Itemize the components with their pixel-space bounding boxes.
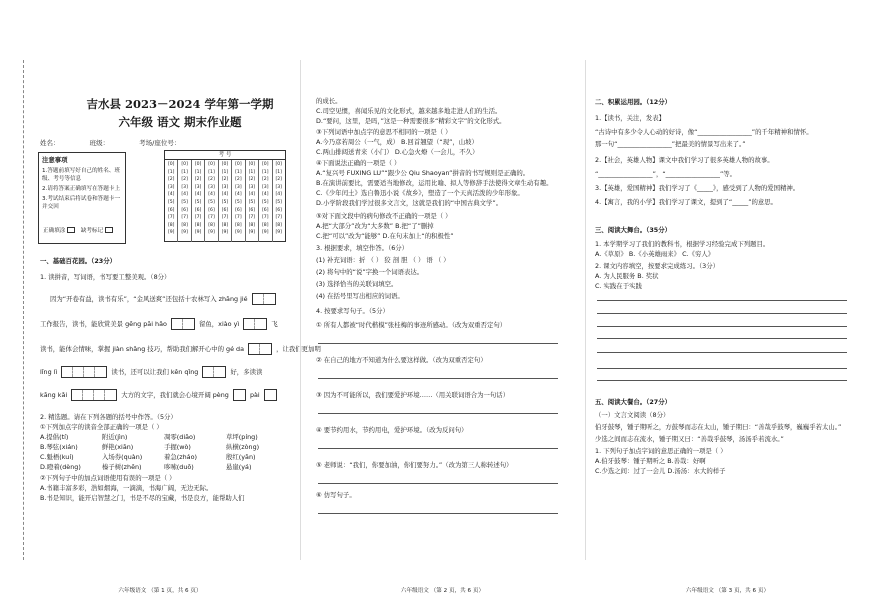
id-digit-bubble[interactable]: [7] (221, 215, 229, 221)
id-digit-bubble[interactable]: [6] (275, 207, 282, 213)
id-digit-bubble[interactable]: [2] (167, 177, 175, 183)
id-digit-column[interactable] (273, 160, 285, 242)
exam-title-line1: 吉水县 2023－2024 学年第一学期 (86, 97, 274, 111)
question-2b: ②下列句子中的加点词语使用有误的一项是（ ） (40, 474, 176, 482)
id-digit-bubble[interactable]: [6] (221, 207, 229, 213)
id-digit-bubble[interactable]: [3] (221, 184, 229, 190)
id-digit-bubble[interactable]: [8] (208, 222, 215, 228)
question-line: C.《少年闰土》选自鲁迅小说《故乡》，塑造了一个天真活泼的少年形象。 (316, 189, 524, 197)
answer-grid[interactable] (264, 389, 277, 401)
question-line: 少选之间而志在流水，锺子期又曰：“善哉乎鼓琴，汤汤乎若流水。” (595, 435, 784, 443)
pinyin-line-3: 读书，能体会情味，掌握 jiàn shǎng 技巧，帮助我们解开心中的 gé da ，让我们更加明 (40, 345, 321, 353)
id-digit-bubble[interactable]: [5] (262, 199, 269, 205)
id-digit-bubble[interactable]: [1] (167, 169, 175, 175)
id-digit-bubble[interactable]: [4] (181, 192, 188, 198)
answer-line[interactable] (318, 448, 558, 449)
id-digit-bubble[interactable]: [3] (248, 184, 256, 190)
id-digit-bubble[interactable]: [7] (275, 215, 282, 221)
option-a[interactable]: A.书籍丰富多彩，浩如烟海，一滴滴，书海广阔，无边无际。 (40, 484, 213, 492)
id-digit-bubble[interactable]: [3] (208, 184, 215, 190)
question-line: ⑥ 仿写句子。 (316, 491, 356, 499)
answer-line[interactable] (318, 513, 558, 514)
answer-line[interactable] (597, 326, 847, 327)
id-digit-bubble[interactable]: [1] (221, 169, 229, 175)
id-digit-bubble[interactable]: [9] (221, 230, 229, 236)
id-digit-bubble[interactable]: [8] (235, 222, 242, 228)
id-digit-bubble[interactable]: [3] (262, 184, 269, 190)
exam-page-3 (585, 0, 870, 615)
id-digit-bubble[interactable]: [7] (181, 215, 188, 221)
page-footer: 六年级语文 （第 3 页，共 6 页） (685, 587, 770, 594)
id-digit-column[interactable] (219, 160, 232, 242)
question-line: A.《草原》 B.《小英雄雨来》 C.《穷人》 (595, 250, 715, 258)
id-digit-bubble[interactable]: [5] (235, 199, 242, 205)
id-digit-column[interactable] (246, 160, 259, 242)
question-line: 3. 根据要求，填空作答。（6分） (316, 244, 409, 252)
id-digit-column[interactable] (192, 160, 205, 242)
section-1-heading: 一、基础百花园。（23分） (40, 257, 116, 265)
id-digit-bubble[interactable]: [0] (208, 162, 215, 167)
id-digit-bubble[interactable]: [5] (194, 199, 202, 205)
id-digit-bubble[interactable]: [3] (181, 184, 188, 190)
id-digit-column[interactable] (178, 160, 191, 242)
id-digit-bubble[interactable]: [1] (262, 169, 269, 175)
question-line: A.伯牙鼓琴：锺子期听之 B.善哉：好啊 (595, 457, 706, 465)
question-line: D.小学阶段我们学过很多文言文，这就是我们的“中国古典文学”。 (316, 199, 503, 207)
pinyin-line-1: 因为“开卷有益，读书有乐”，“金风送爽”还包括十农林写入 zhāng jié (50, 293, 278, 305)
id-digit-bubble[interactable]: [2] (248, 177, 256, 183)
id-digit-bubble[interactable]: [6] (167, 207, 175, 213)
question-line: 1.【读书，关注，发表】 (595, 114, 666, 122)
id-digit-bubble[interactable]: [3] (275, 184, 282, 190)
id-digit-bubble[interactable]: [9] (235, 230, 242, 236)
question-line: B.在演讲前要比，需要适当地修改，运用比喻、拟人等修辞手法使得文章生动有趣。 (316, 179, 553, 187)
question-line: (4) 在括号里写出相应的词语。 (316, 292, 404, 300)
question-line: (1) 补充词语：折 （ ） 狡 剖 胆 （ ） 语 （ ） (316, 256, 450, 264)
option-row[interactable]: B.琴弦(xián) 鲜艳(xiān) 手握(wò) 纵横(zòng) (40, 443, 260, 451)
seat-field[interactable]: 考场/座位号： (139, 139, 181, 147)
answer-grid[interactable] (71, 389, 117, 401)
question-line: 三、阅读大舞台。（35分） (595, 226, 671, 234)
id-digit-bubble[interactable]: [9] (262, 230, 269, 236)
id-digit-bubble[interactable]: [4] (194, 192, 202, 198)
question-2: 2. 精选题。请在下列各题的括号中作答。（5分） (40, 413, 177, 421)
id-digit-bubble[interactable]: [3] (235, 184, 242, 190)
answer-line[interactable] (318, 343, 558, 344)
question-line: C.少选之间：过了一会儿 D.汤汤：水大的样子 (595, 467, 726, 475)
id-digit-column[interactable] (232, 160, 245, 242)
answer-line[interactable] (597, 338, 847, 339)
id-digit-bubble[interactable]: [2] (181, 177, 188, 183)
id-digit-column[interactable] (259, 160, 272, 242)
id-digit-bubble[interactable]: [2] (221, 177, 229, 183)
answer-grid[interactable] (252, 293, 276, 305)
question-line: D.“要问，这里，是吗，”这是一种需要很多“精彩文字”的文化形式。 (316, 117, 506, 125)
question-line: ① 所有人都被“时代楷模”张桂梅的事迹所感动。（改为双重否定句） (316, 321, 507, 329)
exam-id-grid[interactable] (164, 150, 286, 242)
question-line: 那一句“_________________”把最美的情景写出来了。” (595, 140, 746, 148)
id-digit-bubble[interactable]: [5] (167, 199, 175, 205)
id-digit-bubble[interactable]: [4] (275, 192, 282, 198)
id-digit-bubble[interactable]: [4] (248, 192, 256, 198)
id-digit-bubble[interactable]: [5] (275, 199, 282, 205)
id-digit-bubble[interactable]: [1] (275, 169, 282, 175)
id-digit-bubble[interactable]: [2] (194, 177, 202, 183)
id-digit-bubble[interactable]: [1] (208, 169, 215, 175)
id-digit-bubble[interactable]: [8] (194, 222, 202, 228)
id-digit-bubble[interactable]: [5] (181, 199, 188, 205)
id-digit-bubble[interactable]: [5] (221, 199, 229, 205)
notice-box (38, 152, 126, 244)
question-line: A.今乃彦若周公（一气，成） B.回首翘望（“现”，山坡） (316, 138, 478, 146)
id-digit-bubble[interactable]: [9] (208, 230, 215, 236)
option-row[interactable]: A.提倡(tí) 附近(jìn) 凋零(diāo) 草坪(píng) (40, 433, 258, 441)
option-row[interactable]: C.魁梧(kuí) 入场券(quàn) 着急(zháo) 殷红(yān) (40, 453, 256, 461)
question-line: （一）文言文阅读（8分） (595, 411, 670, 419)
question-line: A.“复兴号 FUXING LU”“跟少公 Qiu Shaoyan”拼音的书写规则是正确的。 (316, 169, 530, 177)
fill-sample-box (67, 227, 75, 233)
notice-row: 2.请将答案正确填写在答题卡上 (42, 186, 121, 192)
id-digit-bubble[interactable]: [8] (167, 222, 175, 228)
answer-line[interactable] (597, 380, 847, 381)
question-line: ③ 因为不可能所以，我们要爱护环境……（用关联词语合为一句话） (316, 391, 510, 399)
question-line: C.司空见惯，喜闻乐见的文化形式，越来越多地走进人们的生活。 (316, 107, 502, 115)
question-line: C.把“可以”改为“能够” D.在句末加上“的积极性” (316, 232, 454, 240)
answer-line[interactable] (597, 300, 847, 301)
id-digit-bubble[interactable]: [5] (208, 199, 215, 205)
question-1: 1. 读拼音，写词语，书写要工整美观。（8分） (40, 273, 171, 281)
id-digit-bubble[interactable]: [1] (181, 169, 188, 175)
id-digit-bubble[interactable]: [9] (248, 230, 256, 236)
question-line: “古诗中有多少令人心动的好诗，像“_________________”的千年精神和情怀。 (595, 128, 813, 136)
id-digit-bubble[interactable]: [1] (248, 169, 256, 175)
id-digit-bubble[interactable]: [0] (275, 162, 282, 167)
exam-page-2 (300, 0, 585, 615)
id-digit-bubble[interactable]: [7] (248, 215, 256, 221)
id-digit-bubble[interactable]: [7] (208, 215, 215, 221)
option-b[interactable]: B.书是知识，能开启智慧之门，书是不尽的宝藏，书是良方，能帮助人们 (40, 494, 245, 502)
question-line: (3) 选择恰当的关联词填空。 (316, 280, 398, 288)
question-line: ④ 要节约用水，节约用电，爱护环境。（改为反问句） (316, 426, 468, 434)
id-digit-bubble[interactable]: [6] (262, 207, 269, 213)
id-digit-bubble[interactable]: [9] (194, 230, 202, 236)
question-line: 3.【英雄，爱国精神】我们学习了《_____》，感受到了人物的爱国精神。 (595, 184, 800, 192)
id-digit-bubble[interactable]: [7] (167, 215, 175, 221)
question-line: ③下列词语中加点字的意思不相同的一项是（ ） (316, 128, 452, 136)
question-line: 的成长。 (316, 97, 342, 105)
id-digit-bubble[interactable]: [7] (262, 215, 269, 221)
id-digit-bubble[interactable]: [8] (275, 222, 282, 228)
question-line: ② 在自己的地方不知道为什么要这样做。（改为双重否定句） (316, 356, 487, 364)
id-digit-bubble[interactable]: [0] (181, 162, 188, 167)
id-digit-bubble[interactable]: [4] (235, 192, 242, 198)
absent-mark-box[interactable] (105, 227, 113, 233)
question-line: 2.【社会，英雄人物】课文中我们学习了很多英雄人物的故事。 (595, 156, 774, 164)
page-footer: 六年级语文 （第 1 页，共 6 页） (118, 587, 202, 594)
page-footer: 六年级语文 （第 2 页，共 6 页） (400, 587, 485, 594)
id-digit-bubble[interactable]: [9] (275, 230, 282, 236)
id-digit-bubble[interactable]: [2] (208, 177, 215, 183)
answer-grid[interactable] (202, 366, 226, 378)
id-digit-bubble[interactable]: [3] (167, 184, 175, 190)
question-line: 1. 本学期学习了我们的教科书，根据学习经验完成下列题目。 (595, 240, 770, 248)
id-digit-bubble[interactable]: [6] (181, 207, 188, 213)
id-digit-bubble[interactable]: [8] (221, 222, 229, 228)
question-line: ④下面说法正确的一项是（ ） (316, 159, 401, 167)
question-line: (2) 将句中的“说”字换一个词语表达。 (316, 268, 424, 276)
student-info-row (40, 139, 290, 148)
id-digit-bubble[interactable]: [7] (194, 215, 202, 221)
notice-footer: 正确填涂 缺考标记 (43, 227, 113, 235)
question-line: 1. 下列句子加点字词的意思正确的一项是（ ） (595, 447, 727, 455)
notice-heading: 注意事项 (42, 156, 68, 164)
id-digit-bubble[interactable]: [6] (248, 207, 256, 213)
id-digit-bubble[interactable]: [2] (235, 177, 242, 183)
id-digit-bubble[interactable]: [4] (221, 192, 229, 198)
id-digit-bubble[interactable]: [4] (208, 192, 215, 198)
binding-margin (2, 60, 24, 560)
id-digit-bubble[interactable]: [1] (235, 169, 242, 175)
id-digit-bubble[interactable]: [2] (275, 177, 282, 183)
id-digit-bubble[interactable]: [0] (221, 162, 229, 167)
id-digit-bubble[interactable]: [4] (262, 192, 269, 198)
answer-grid[interactable] (248, 343, 272, 355)
class-field[interactable]: 班级： (89, 139, 110, 147)
answer-grid[interactable] (243, 318, 267, 330)
name-field[interactable]: 姓名： (40, 139, 60, 147)
id-digit-bubble[interactable]: [4] (167, 192, 175, 198)
question-line: C.两山排闼送青来（小门） D.心急火燎（一会儿，不久） (316, 148, 479, 156)
exam-title-line2: 六年级 语文 期末作业题 (118, 115, 242, 129)
id-digit-column[interactable] (165, 160, 178, 242)
question-line: 伯牙鼓琴，锺子期听之，方鼓琴而志在太山，锺子期曰：“善哉乎鼓琴，巍巍乎若太山。” (595, 423, 842, 431)
notice-row: 3.考试结束后将试卷和答题卡一并交回 (42, 195, 121, 210)
id-digit-bubble[interactable]: [0] (235, 162, 242, 167)
question-line: A. 为人民服务 B. 奖状 (595, 272, 659, 280)
question-line: 五、阅读大餐台。（27分） (595, 398, 671, 406)
id-digit-bubble[interactable]: [6] (208, 207, 215, 213)
id-digit-bubble[interactable]: [0] (248, 162, 256, 167)
id-digit-column[interactable] (205, 160, 218, 242)
id-digit-bubble[interactable]: [8] (248, 222, 256, 228)
question-line: 2. 课文内容填空，按要求完成练习。（3分） (595, 262, 720, 270)
question-line: 4.【寓言，我的小学】我们学习了课文，提到了“_____”的意思。 (595, 198, 778, 206)
notice-row: 1.答题前填写好自己的姓名、班级、考号等信息 (42, 168, 121, 183)
question-line: ⑤对下面文段中的病句修改不正确的一项是（ ） (316, 212, 452, 220)
answer-line[interactable] (597, 313, 847, 314)
answer-line[interactable] (597, 352, 847, 353)
id-digit-bubble[interactable]: [5] (248, 199, 256, 205)
id-digit-bubble[interactable]: [0] (167, 162, 175, 167)
id-digit-bubble[interactable]: [2] (262, 177, 269, 183)
id-digit-bubble[interactable]: [6] (194, 207, 202, 213)
question-line: 4. 按要求写句子。（5分） (316, 307, 389, 315)
answer-line[interactable] (318, 483, 558, 484)
section-2-heading: 二、积累运用园。（12分） (595, 98, 671, 106)
id-grid-header: 考 号 (165, 151, 285, 160)
answer-grid[interactable] (171, 318, 195, 330)
pinyin-line-4: lǐng lì 读书，还可以让我们 kěn qǐng 好，多读读 (40, 368, 263, 376)
id-digit-bubble[interactable]: [1] (194, 169, 202, 175)
question-line: ⑤ 老师说：“我们，你要加油，你们要努力。”（改为第三人称转述句） (316, 461, 513, 469)
id-digit-bubble[interactable]: [0] (262, 162, 269, 167)
question-line: A.把“大部分”改为“大多数” B.把“了”删掉 (316, 222, 434, 230)
answer-grid[interactable] (61, 366, 107, 378)
question-line: “_________________”，“_________________”等。 (595, 170, 737, 178)
question-2a: ①下列加点字的读音全部正确的一项是（ ） (40, 423, 163, 431)
id-digit-bubble[interactable]: [3] (194, 184, 202, 190)
id-digit-bubble[interactable]: [6] (235, 207, 242, 213)
answer-line[interactable] (597, 368, 847, 369)
answer-line[interactable] (318, 378, 558, 379)
pinyin-line-5: kāng kǎi 大方的文字，我们就会心境开阔 pèng pài (40, 389, 279, 401)
id-digit-bubble[interactable]: [8] (262, 222, 269, 228)
option-row[interactable]: D.瞪着(dèng) 榛子树(zhēn) 哆嗦(duō) 悬崖(yá) (40, 463, 252, 471)
answer-grid[interactable] (233, 389, 246, 401)
pinyin-line-2: 工作报告，读书，能欣赏美景 gēng pāi hǎo 留鱼，xiào yì 飞 (40, 320, 278, 328)
answer-line[interactable] (318, 413, 558, 414)
question-line: C. 实践在于实践 (595, 282, 642, 290)
id-digit-bubble[interactable]: [9] (181, 230, 188, 236)
id-digit-bubble[interactable]: [8] (181, 222, 188, 228)
exam-page-1 (0, 0, 321, 615)
id-digit-bubble[interactable]: [9] (167, 230, 175, 236)
id-digit-bubble[interactable]: [0] (194, 162, 202, 167)
id-digit-bubble[interactable]: [7] (235, 215, 242, 221)
